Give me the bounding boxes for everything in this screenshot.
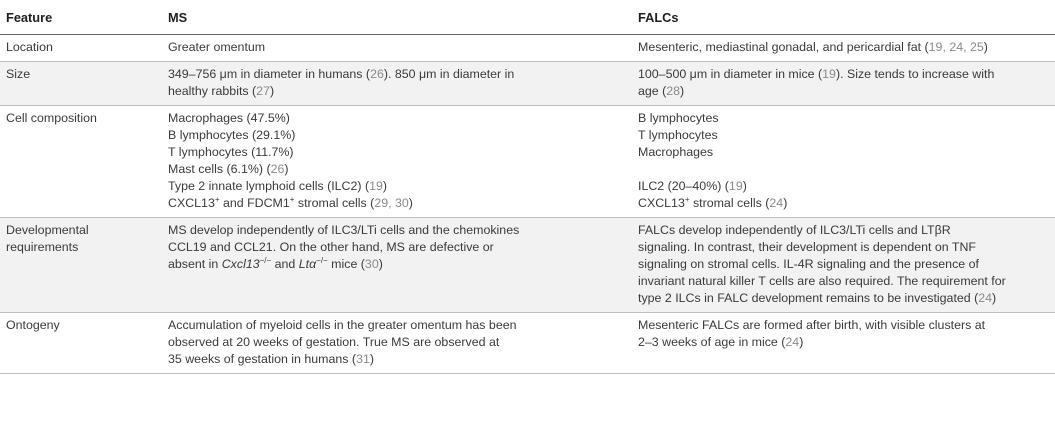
row-label-developmental-requirements: Developmental requirements	[0, 218, 162, 313]
reference-link[interactable]: 19	[822, 67, 836, 81]
header-ms: MS	[162, 0, 632, 35]
cell-ms-size: 349–756 μm in diameter in humans (26). 850 μm in diameter in healthy rabbits (27)	[162, 62, 632, 106]
row-label-ontogeny: Ontogeny	[0, 313, 162, 374]
row-label-location: Location	[0, 35, 162, 62]
cell-falcs-ontogeny: Mesenteric FALCs are formed after birth, with visible clusters at 2–3 weeks of age in mice (24)	[632, 313, 1055, 374]
header-falcs: FALCs	[632, 0, 1055, 35]
table-row	[0, 106, 1055, 218]
header-feature: Feature	[0, 0, 162, 35]
cell-ms-developmental-requirements: MS develop independently of ILC3/LTi cells and the chemokines CCL19 and CCL21. On the other hand, MS are defective or absent in Cxcl13−/− and Ltα−/− mice (30)	[162, 218, 632, 313]
reference-link[interactable]: 26	[270, 162, 285, 176]
cell-falcs-developmental-requirements: FALCs develop independently of ILC3/LTi cells and LTβR signaling. In contrast, their development is dependent on TNF signaling on stromal cells. IL-4R signaling and the presence of invariant natural killer T cells are also required. The requirement for type 2 ILCs in FALC development remains to be investigated (24)	[632, 218, 1055, 313]
reference-link[interactable]: 31	[356, 352, 370, 366]
table-row	[0, 35, 1055, 62]
reference-link[interactable]: 27	[256, 84, 270, 98]
reference-link[interactable]: 29, 30	[374, 196, 409, 210]
reference-link[interactable]: 24	[769, 196, 784, 210]
header-row	[0, 0, 1055, 35]
table-row	[0, 62, 1055, 106]
reference-link[interactable]: 19, 24, 25	[928, 40, 984, 54]
table-row	[0, 313, 1055, 374]
cell-falcs-cell-composition: B lymphocytes T lymphocytes Macrophages ILC2 (20–40%) (19) CXCL13+ stromal cells (24)	[632, 106, 1055, 218]
cell-ms-cell-composition: Macrophages (47.5%) B lymphocytes (29.1%) T lymphocytes (11.7%) Mast cells (6.1%) (26) Type 2 innate lymphoid cells (ILC2) (19) CXCL13+ and FDCM1+ stromal cells (29, 30)	[162, 106, 632, 218]
reference-link[interactable]: 19	[369, 179, 383, 193]
table-row	[0, 218, 1055, 313]
reference-link[interactable]: 26	[370, 67, 384, 81]
cell-falcs-size: 100–500 μm in diameter in mice (19). Size tends to increase with age (28)	[632, 62, 1055, 106]
row-label-cell-composition: Cell composition	[0, 106, 162, 218]
reference-link[interactable]: 28	[666, 84, 681, 98]
cell-falcs-location: Mesenteric, mediastinal gonadal, and pericardial fat (19, 24, 25)	[632, 35, 1055, 62]
cell-ms-location: Greater omentum	[162, 35, 632, 62]
reference-link[interactable]: 30	[364, 257, 379, 271]
cell-ms-ontogeny: Accumulation of myeloid cells in the greater omentum has been observed at 20 weeks of gestation. True MS are observed at 35 weeks of gestation in humans (31)	[162, 313, 632, 374]
reference-link[interactable]: 24	[785, 335, 800, 349]
reference-link[interactable]: 24	[978, 291, 993, 305]
reference-link[interactable]: 19	[728, 179, 743, 193]
row-label-size: Size	[0, 62, 162, 106]
